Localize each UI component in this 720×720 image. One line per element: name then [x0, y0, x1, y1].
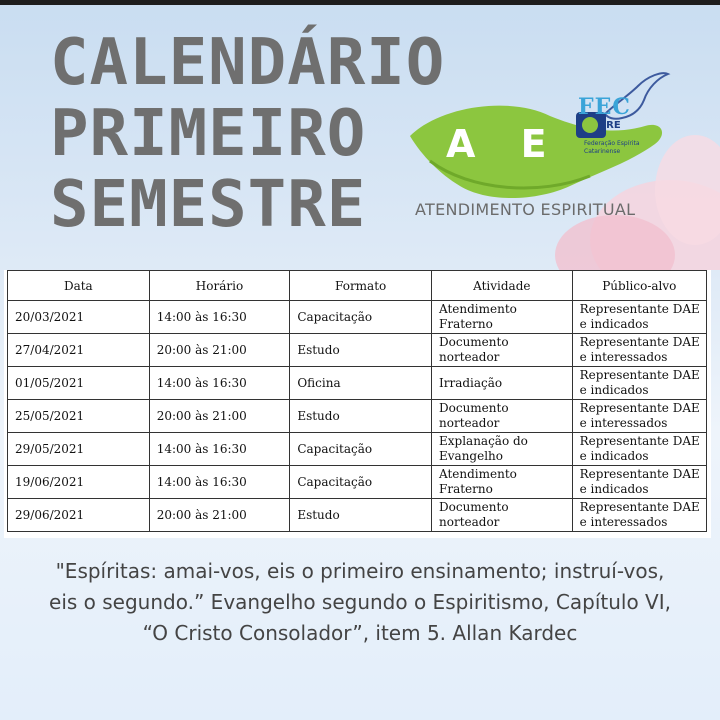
- cell-data: 27/04/2021: [8, 334, 150, 367]
- cell-atividade: Atendimento Fraterno: [432, 301, 573, 334]
- schedule-table-wrap: [4, 270, 711, 538]
- cell-data: 29/06/2021: [8, 499, 150, 532]
- schedule-table: [7, 270, 707, 532]
- logo-fec: FEC: [578, 94, 631, 120]
- cell-data: 01/05/2021: [8, 367, 150, 400]
- table-row: [8, 499, 707, 532]
- logo-ure: URE: [598, 120, 621, 131]
- header-atividade: Atividade: [432, 271, 573, 301]
- cell-atividade: Documento norteador: [432, 400, 573, 433]
- cell-publico-alvo: Representante DAE e indicados: [572, 466, 706, 499]
- header-data: Data: [8, 271, 150, 301]
- cell-publico-alvo: Representante DAE e indicados: [572, 367, 706, 400]
- cell-atividade: Documento norteador: [432, 499, 573, 532]
- cell-horario: 14:00 às 16:30: [149, 466, 290, 499]
- title-line-1: CALENDÁRIO: [50, 26, 446, 100]
- cell-formato: Capacitação: [290, 433, 432, 466]
- cell-data: 20/03/2021: [8, 301, 150, 334]
- table-row: [8, 367, 707, 400]
- header-publico-alvo: Público-alvo: [572, 271, 706, 301]
- cell-horario: 14:00 às 16:30: [149, 433, 290, 466]
- cell-horario: 20:00 às 21:00: [149, 499, 290, 532]
- cell-publico-alvo: Representante DAE e interessados: [572, 499, 706, 532]
- table-header-row: [8, 271, 707, 301]
- header-formato: Formato: [290, 271, 432, 301]
- cell-atividade: Atendimento Fraterno: [432, 466, 573, 499]
- quote-text: "Espíritas: amai-vos, eis o primeiro ensinamento; instruí-vos, eis o segundo.” Evangelho segundo o Espiritismo, Capítulo VI, “O Cristo Consolador”, item 5. Allan Kardec: [49, 559, 671, 645]
- cell-horario: 20:00 às 21:00: [149, 334, 290, 367]
- table-row: [8, 301, 707, 334]
- title-line-3: SEMESTRE: [50, 168, 367, 242]
- cell-data: 25/05/2021: [8, 400, 150, 433]
- cell-publico-alvo: Representante DAE e interessados: [572, 334, 706, 367]
- cell-formato: Oficina: [290, 367, 432, 400]
- top-bar: [0, 0, 720, 5]
- title-line-2: PRIMEIRO: [50, 97, 367, 171]
- table-row: [8, 400, 707, 433]
- cell-horario: 20:00 às 21:00: [149, 400, 290, 433]
- cell-horario: 14:00 às 16:30: [149, 367, 290, 400]
- cell-data: 29/05/2021: [8, 433, 150, 466]
- cell-publico-alvo: Representante DAE e indicados: [572, 433, 706, 466]
- table-row: [8, 334, 707, 367]
- cell-formato: Estudo: [290, 334, 432, 367]
- cell-publico-alvo: Representante DAE e interessados: [572, 400, 706, 433]
- cell-formato: Estudo: [290, 400, 432, 433]
- cell-formato: Capacitação: [290, 301, 432, 334]
- header-horario: Horário: [149, 271, 290, 301]
- logo-mark: A E: [446, 122, 563, 166]
- cell-publico-alvo: Representante DAE e indicados: [572, 301, 706, 334]
- cell-data: 19/06/2021: [8, 466, 150, 499]
- cell-formato: Estudo: [290, 499, 432, 532]
- logo-org: Federação Espírita Catarinense: [584, 140, 640, 155]
- cell-atividade: Documento norteador: [432, 334, 573, 367]
- page-title: [50, 28, 445, 241]
- cell-formato: Capacitação: [290, 466, 432, 499]
- table-row: [8, 433, 707, 466]
- cell-atividade: Irradiação: [432, 367, 573, 400]
- cell-horario: 14:00 às 16:30: [149, 301, 290, 334]
- table-row: [8, 466, 707, 499]
- cell-atividade: Explanação do Evangelho: [432, 433, 573, 466]
- subtitle: ATENDIMENTO ESPIRITUAL: [415, 200, 636, 219]
